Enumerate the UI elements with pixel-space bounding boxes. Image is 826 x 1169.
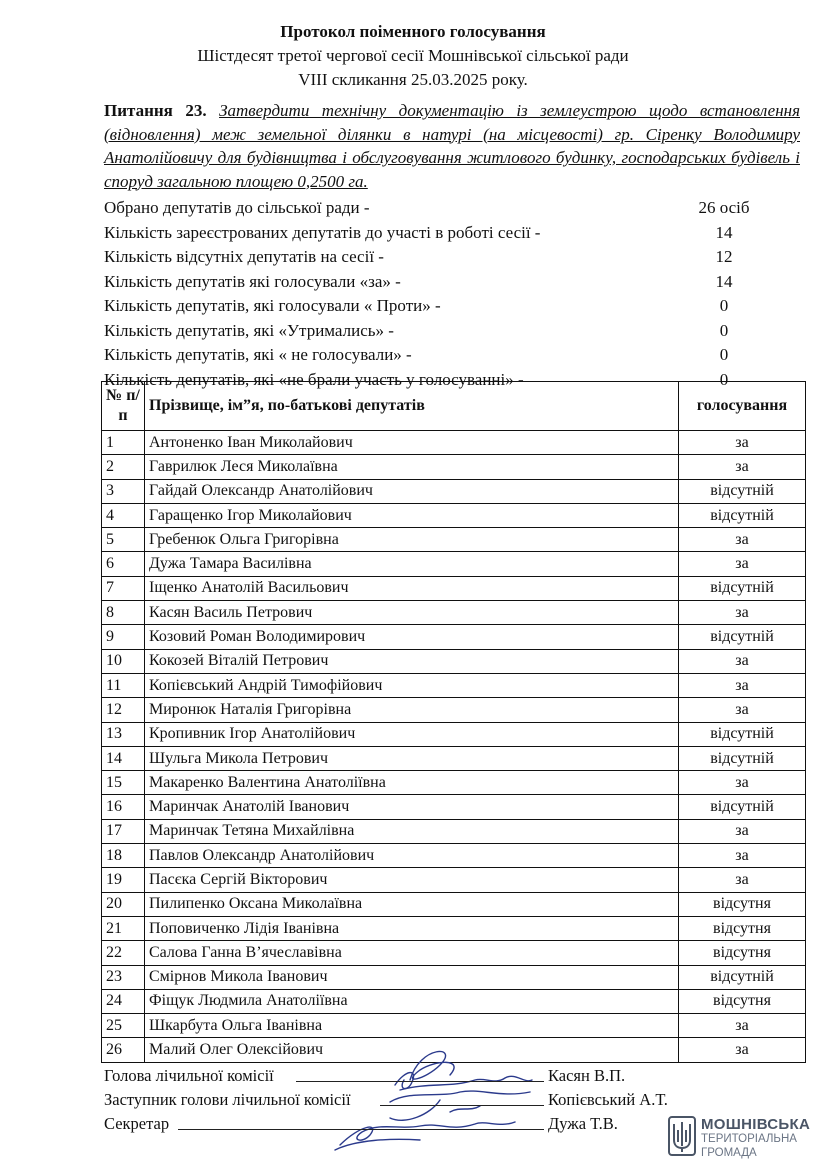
deputy-name: Кропивник Ігор Анатолійович [145,722,679,746]
row-number: 10 [102,649,145,673]
stat-label: Обрано депутатів до сільської ради - [104,198,370,217]
vote-result: відсутній [679,795,806,819]
stat-row [104,270,784,295]
stat-row [104,343,784,368]
deputy-name: Смірнов Микола Іванович [145,965,679,989]
question-number: Питання 23. [104,101,207,120]
stat-row [104,319,784,344]
deputy-name: Макаренко Валентина Анатоліївна [145,771,679,795]
deputy-name: Іщенко Анатолій Васильович [145,576,679,600]
table-row [102,1014,806,1038]
row-number: 7 [102,576,145,600]
vote-statistics [104,196,784,392]
table-row [102,552,806,576]
stat-row [104,196,784,221]
signature-name: Касян В.П. [548,1066,626,1085]
stat-row [104,245,784,270]
table-row [102,892,806,916]
stat-value: 0 [719,369,729,389]
table-body [102,431,806,1063]
deputy-name: Гаврилюк Леся Миколаївна [145,455,679,479]
deputy-name: Антоненко Іван Миколайович [145,431,679,455]
row-number: 9 [102,625,145,649]
row-number: 18 [102,844,145,868]
vote-result: відсутня [679,892,806,916]
table-row [102,455,806,479]
deputy-name: Салова Ганна В’ячеславівна [145,941,679,965]
header-number: № п/п [102,382,145,431]
row-number: 22 [102,941,145,965]
signature-name: Дужа Т.В. [548,1114,618,1133]
stat-value: 12 [715,247,733,266]
deputy-name: Козовий Роман Володимирович [145,625,679,649]
deputy-name: Кокозей Віталій Петрович [145,649,679,673]
vote-result: відсутня [679,989,806,1013]
vote-result: за [679,455,806,479]
row-number: 19 [102,868,145,892]
table-row [102,479,806,503]
row-number: 20 [102,892,145,916]
row-number: 8 [102,601,145,625]
vote-result: відсутній [679,576,806,600]
deputy-name: Миронюк Наталія Григорівна [145,698,679,722]
table-row [102,528,806,552]
deputy-name: Маринчак Тетяна Михайлівна [145,819,679,843]
logo-line-3: ГРОМАДА [701,1147,757,1159]
deputy-name: Пилипенко Оксана Миколаївна [145,892,679,916]
stat-label: Кількість депутатів, які «не брали участь у голосуванні» - [104,369,524,389]
stat-label: Кількість депутатів які голосували «за» - [104,271,401,291]
row-number: 11 [102,673,145,697]
signature-name: Копієвський А.Т. [548,1090,668,1109]
community-logo [668,1116,818,1164]
deputy-name: Шкарбута Ольга Іванівна [145,1014,679,1038]
vote-result: відсутній [679,722,806,746]
logo-line-1: МОШНІВСЬКА [701,1116,811,1133]
vote-result: за [679,528,806,552]
deputy-name: Павлов Олександр Анатолійович [145,844,679,868]
row-number: 23 [102,965,145,989]
deputy-name: Маринчак Анатолій Іванович [145,795,679,819]
table-row [102,673,806,697]
table-row [102,601,806,625]
row-number: 25 [102,1014,145,1038]
row-number: 12 [102,698,145,722]
trident-emblem-icon [668,1116,696,1160]
vote-result: за [679,601,806,625]
row-number: 13 [102,722,145,746]
deputy-name: Шульга Микола Петрович [145,746,679,770]
stat-value: 0 [719,345,729,364]
deputy-name: Поповиченко Лідія Іванівна [145,916,679,940]
vote-result: за [679,844,806,868]
deputy-name: Гайдай Олександр Анатолійович [145,479,679,503]
signature-role: Заступник голови лічильної комісії [104,1090,351,1109]
deputy-name: Касян Василь Петрович [145,601,679,625]
row-number: 6 [102,552,145,576]
row-number: 3 [102,479,145,503]
signature-line [296,1081,544,1082]
stat-label: Кількість зареєстрованих депутатів до участі в роботі сесії - [104,222,541,242]
deputy-name: Пасєка Сергій Вікторович [145,868,679,892]
vote-result: за [679,1014,806,1038]
session-subtitle: Шістдесят третої чергової сесії Мошнівської сільської ради [197,46,629,65]
deputy-name: Фіщук Людмила Анатоліївна [145,989,679,1013]
row-number: 17 [102,819,145,843]
vote-result: за [679,1038,806,1062]
stat-row [104,221,784,246]
signature-line [178,1129,544,1130]
table-row [102,771,806,795]
vote-result: відсутній [679,479,806,503]
table-row [102,722,806,746]
stat-label: Кількість депутатів, які голосували « Проти» - [104,296,441,315]
stat-value: 14 [715,271,733,291]
vote-result: відсутня [679,941,806,965]
vote-result: за [679,431,806,455]
stat-label: Кількість депутатів, які « не голосували» - [104,345,412,364]
table-row [102,941,806,965]
header-vote: голосування [679,382,806,431]
signature-row [104,1088,668,1112]
vote-result: за [679,552,806,576]
logo-line-2: ТЕРИТОРІАЛЬНА [701,1133,797,1145]
row-number: 14 [102,746,145,770]
stat-value: 0 [719,296,729,315]
vote-result: за [679,673,806,697]
row-number: 26 [102,1038,145,1062]
deputy-name: Малий Олег Олексійович [145,1038,679,1062]
table-row [102,819,806,843]
row-number: 5 [102,528,145,552]
table-row [102,965,806,989]
vote-result: за [679,771,806,795]
convocation-date: VIII скликання 25.03.2025 року. [298,70,528,89]
row-number: 2 [102,455,145,479]
stat-value: 0 [719,320,729,340]
header-name: Прізвище, ім”я, по-батькові депутатів [145,382,679,431]
stat-label: Кількість відсутніх депутатів на сесії - [104,247,384,266]
row-number: 16 [102,795,145,819]
signature-role: Голова лічильної комісії [104,1066,274,1085]
stat-value: 26 осіб [698,198,750,217]
stat-row [104,294,784,319]
table-row [102,746,806,770]
vote-result: відсутній [679,503,806,527]
table-row [102,868,806,892]
table-row [102,503,806,527]
signature-line [380,1105,544,1106]
deputy-name: Гаращенко Ігор Миколайович [145,503,679,527]
row-number: 15 [102,771,145,795]
roll-call-table [101,381,806,1063]
vote-result: за [679,819,806,843]
row-number: 21 [102,916,145,940]
vote-result: за [679,698,806,722]
table-row [102,649,806,673]
table-row [102,431,806,455]
vote-result: відсутній [679,965,806,989]
row-number: 24 [102,989,145,1013]
agenda-question [104,99,800,193]
stat-value: 14 [715,222,733,242]
table-header-row [102,382,806,431]
table-row [102,844,806,868]
table-row [102,916,806,940]
vote-result: відсутній [679,746,806,770]
signature-row [104,1064,664,1088]
vote-result: відсутній [679,625,806,649]
signatures-block [104,1064,668,1136]
stat-label: Кількість депутатів, які «Утримались» - [104,320,394,340]
row-number: 1 [102,431,145,455]
document-title: Протокол поіменного голосування [280,22,546,41]
vote-result: за [679,649,806,673]
signature-role: Секретар [104,1114,170,1133]
deputy-name: Копієвський Андрій Тимофійович [145,673,679,697]
table-row [102,625,806,649]
table-row [102,989,806,1013]
table-row [102,576,806,600]
table-row [102,698,806,722]
row-number: 4 [102,503,145,527]
deputy-name: Гребенюк Ольга Григорівна [145,528,679,552]
vote-result: за [679,868,806,892]
signature-row [104,1112,664,1136]
table-row [102,795,806,819]
deputy-name: Дужа Тамара Василівна [145,552,679,576]
question-text: Затвердити технічну документацію із землеустрою щодо встановлення (відновлення) меж земельної ділянки в натурі (на місцевості) гр. Сіренку Володимиру Анатолійовичу для будівництва і обслуговування житлового будинку, господарських будівель і споруд загальною площею 0,2500 га. [104,101,800,191]
vote-result: відсутня [679,916,806,940]
